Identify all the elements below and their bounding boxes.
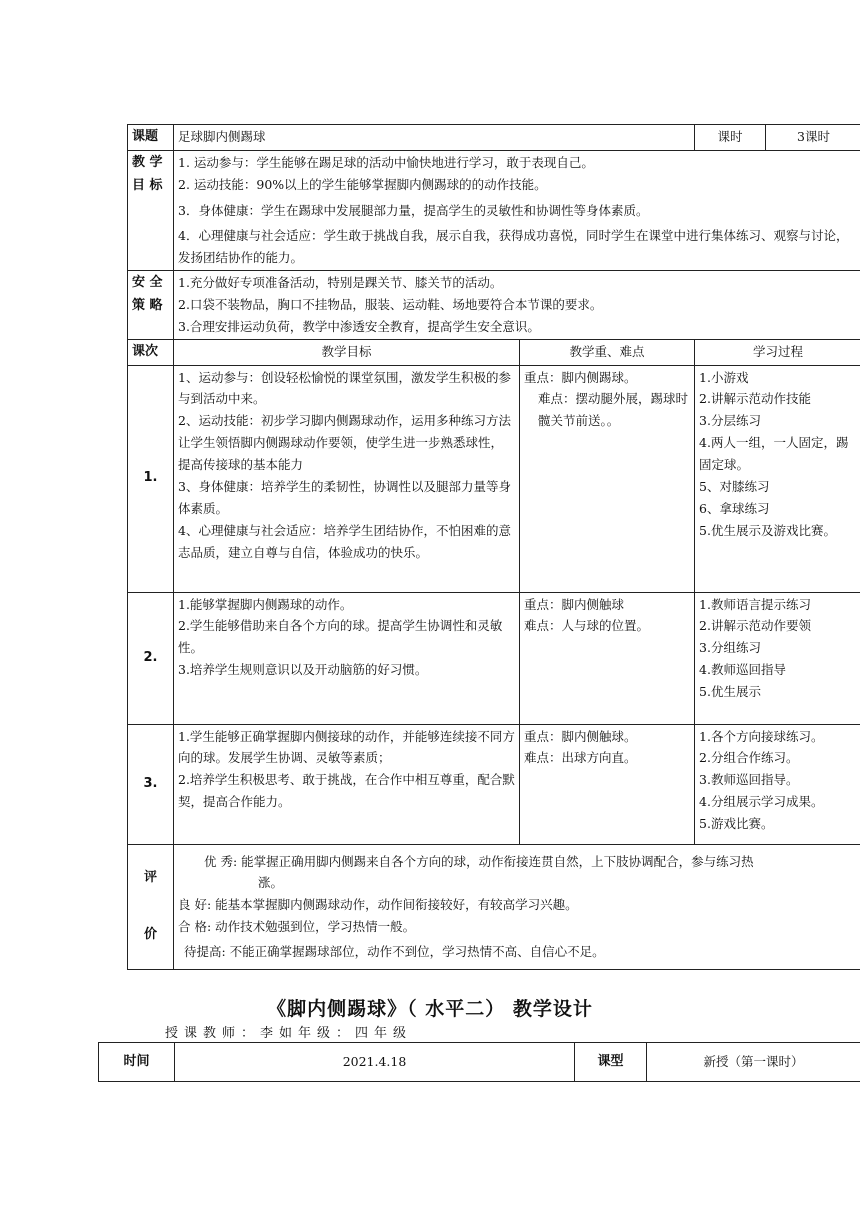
goal-item: 1、运动参与：创设轻松愉悦的课堂氛围，激发学生积极的参与到活动中来。 <box>178 369 511 407</box>
safety-item: 3.合理安排运动负荷，教学中渗透安全教育，提高学生安全意识。 <box>178 318 540 334</box>
design-title: 《脚内侧踢球》（ 水平二） 教学设计 <box>267 998 593 1020</box>
eval-pass: 合 格: 动作技术勉强到位，学习热情一般。 <box>178 919 416 935</box>
process-step: 1.教师语言提示练习 <box>699 596 811 612</box>
goal-item: 3、身体健康：培养学生的柔韧性，协调性以及腿部力量等身体素质。 <box>178 478 511 516</box>
lesson-keypoints <box>520 592 695 724</box>
objective-item: 2. 运动技能：90%以上的学生能够掌握脚内侧踢球的的动作技能。 <box>178 176 547 192</box>
safety-item: 2.口袋不装物品，胸口不挂物品，服装、运动鞋、场地要符合本节课的要求。 <box>178 297 603 312</box>
process-step: 5.游戏比赛。 <box>699 816 774 831</box>
time-value: 2021.4.18 <box>175 1043 575 1082</box>
lesson-keypoints <box>520 365 695 592</box>
objectives-label-a: 教 学 <box>132 154 163 170</box>
topic-row <box>128 125 860 151</box>
lesson-process <box>695 592 860 724</box>
eval-excellent: 优 秀: 能掌握正确用脚内侧踢来自各个方向的球，动作衔接连贯自然，上下肢协调配合，参与练习热 <box>204 853 754 869</box>
safety-item: 1.充分做好专项准备活动，特别是踝关节、膝关节的活动。 <box>178 275 503 291</box>
process-step: 5.优生展示及游戏比赛。 <box>699 522 836 538</box>
hours-value: 3课时 <box>766 125 860 151</box>
process-step: 2.讲解示范动作技能 <box>699 391 811 407</box>
lesson-row <box>128 592 860 724</box>
safety-label <box>128 271 174 340</box>
evaluation-label <box>128 844 174 969</box>
topic-label: 课题 <box>128 125 174 151</box>
key-point: 重点：脚内侧踢球。 <box>524 369 637 385</box>
lessons-header-row <box>128 339 860 365</box>
process-step: 2.分组合作练习。 <box>699 750 799 766</box>
lesson-keypoints <box>520 724 695 844</box>
process-step: 1.各个方向接球练习。 <box>699 728 824 744</box>
goal-item: 1.能够掌握脚内侧踢球的动作。 <box>178 596 353 612</box>
goal-item: 1.学生能够正确掌握脚内侧接球的动作，并能够连续接不同方向的球。发展学生协调、灵敏等素质； <box>178 728 515 766</box>
goal-item: 3.培养学生规则意识以及开动脑筋的好习惯。 <box>178 662 428 678</box>
goal-item: 2.学生能够借助来自各个方向的球。提高学生协调性和灵敏性。 <box>178 618 503 656</box>
safety-label-a: 安 全 <box>132 275 163 291</box>
lesson-goals <box>174 365 520 592</box>
process-step: 2.讲解示范动作要领 <box>699 618 811 634</box>
lesson-number: 2. <box>128 592 174 724</box>
type-value: 新授（第一课时） <box>647 1043 860 1082</box>
objectives-label-b: 目 标 <box>132 177 163 193</box>
objectives-row <box>128 150 860 270</box>
objective-item: 3．身体健康：学生在踢球中发展腿部力量，提高学生的灵敏性和协调性等身体素质。 <box>178 202 649 218</box>
teacher-line: 授课教师：李如年级：四年级 <box>165 1026 413 1041</box>
process-step: 4.分组展示学习成果。 <box>699 794 824 810</box>
process-step: 5、对膝练习 <box>699 478 770 494</box>
time-label: 时间 <box>99 1043 175 1082</box>
safety-row <box>128 271 860 340</box>
process-step: 3.分组练习 <box>699 640 761 656</box>
process-step: 4.两人一组，一人固定，踢固定球。 <box>699 435 849 472</box>
evaluation-row <box>128 844 860 969</box>
lesson-no-header: 课次 <box>128 339 174 365</box>
process-step: 1.小游戏 <box>699 369 749 385</box>
key-point: 重点：脚内侧触球 <box>524 596 625 612</box>
type-label: 课型 <box>575 1043 647 1082</box>
evaluation-content <box>174 844 860 969</box>
goals-header: 教学目标 <box>174 339 520 365</box>
safety-content <box>174 271 860 340</box>
lesson-row <box>128 365 860 592</box>
lesson-goals <box>174 724 520 844</box>
process-header: 学习过程 <box>695 339 860 365</box>
key-point: 重点：脚内侧触球。 <box>524 728 637 744</box>
objectives-label <box>128 150 174 270</box>
objectives-content <box>174 150 860 270</box>
lesson-process <box>695 365 860 592</box>
evaluation-label-a: 评 <box>143 869 157 885</box>
eval-excellent-cont: 涨。 <box>258 875 284 891</box>
keypoints-header: 教学重、难点 <box>520 339 695 365</box>
objective-item: 4．心理健康与社会适应：学生敢于挑战自我，展示自我，获得成功喜悦，同时学生在课堂中进行集体练习、观察与讨论，发扬团结协作的能力。 <box>178 228 849 266</box>
safety-label-b: 策 略 <box>132 297 163 313</box>
lesson-process <box>695 724 860 844</box>
topic-value: 足球脚内侧踢球 <box>174 125 695 151</box>
lesson-number: 3. <box>128 724 174 844</box>
goal-item: 4、心理健康与社会适应：培养学生团结协作，不怕困难的意志品质，建立自尊与自信，体验成功的快乐。 <box>178 522 511 560</box>
hours-label: 课时 <box>695 125 766 151</box>
info-table <box>98 1042 860 1082</box>
evaluation-label-b: 价 <box>143 926 157 942</box>
goal-item: 2.培养学生积极思考、敢于挑战，在合作中相互尊重，配合默契，提高合作能力。 <box>178 772 515 810</box>
objective-item: 1. 运动参与：学生能够在踢足球的活动中愉快地进行学习，敢于表现自己。 <box>178 154 594 170</box>
goal-item: 2、运动技能：初步学习脚内侧踢球动作，运用多种练习方法让学生领悟脚内侧踢球动作要领，使学生进一步熟悉球性，提高传接球的基本能力 <box>178 413 511 472</box>
process-step: 3.分层练习 <box>699 413 761 429</box>
process-step: 5.优生展示 <box>699 684 761 699</box>
difficulty: 难点：人与球的位置。 <box>524 618 650 634</box>
lesson-plan-table <box>127 124 860 970</box>
lesson-row <box>128 724 860 844</box>
process-step: 4.教师巡回指导 <box>699 662 786 678</box>
process-step: 6、拿球练习 <box>699 500 770 516</box>
lesson-number: 1. <box>128 365 174 592</box>
lesson-goals <box>174 592 520 724</box>
difficulty: 难点：出球方向直。 <box>524 750 637 766</box>
eval-good: 良 好: 能基本掌握脚内侧踢球动作，动作间衔接较好，有较高学习兴趣。 <box>178 897 578 913</box>
eval-improve: 待提高: 不能正确掌握踢球部位，动作不到位，学习热情不高、自信心不足。 <box>184 944 605 959</box>
difficulty: 难点：摆动腿外展，踢球时髋关节前送。。 <box>538 391 689 429</box>
process-step: 3.教师巡回指导。 <box>699 772 799 788</box>
info-row <box>99 1043 860 1082</box>
